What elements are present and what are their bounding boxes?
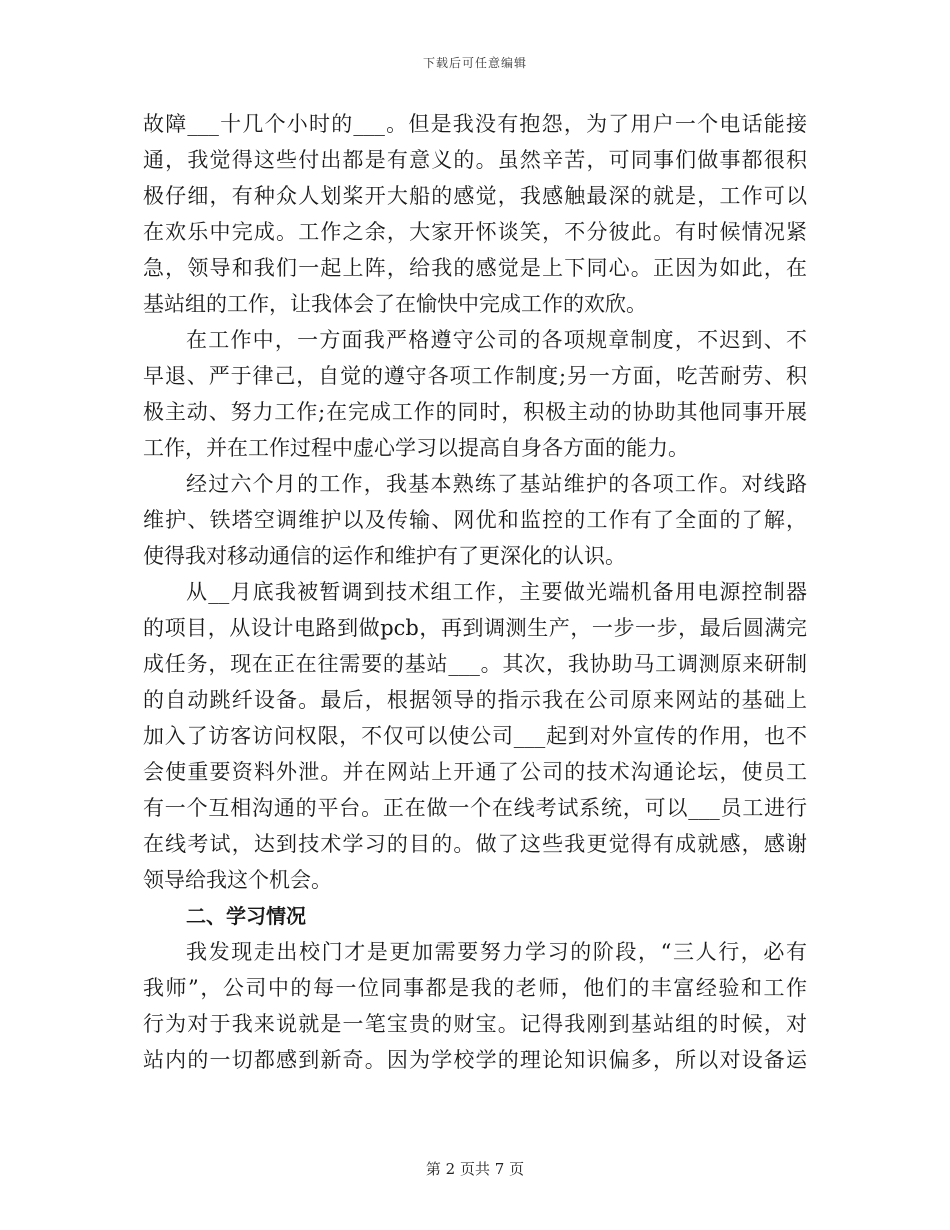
text-line: 的自动跳纤设备。最后，根据领导的指示我在公司原来网站的基础上 [143, 688, 807, 712]
page-footer: 第 2 页共 7 页 [425, 1160, 525, 1178]
text-line: 在工作中，一方面我严格遵守公司的各项规章制度，不迟到、不 [186, 328, 807, 352]
text-line: 从__月底我被暂调到技术组工作，主要做光端机备用电源控制器 [186, 580, 807, 604]
text-line: 我师”，公司中的每一位同事都是我的老师，他们的丰富经验和工作 [143, 976, 807, 1000]
text-line: 我发现走出校门才是更加需要努力学习的阶段，“三人行，必有 [186, 940, 807, 964]
text-line: 行为对于我来说就是一笔宝贵的财宝。记得我刚到基站组的时候，对 [143, 1012, 807, 1036]
text-line: 经过六个月的工作，我基本熟练了基站维护的各项工作。对线路 [186, 472, 807, 496]
text-line: 在欢乐中完成。工作之余，大家开怀谈笑，不分彼此。有时候情况紧 [143, 220, 807, 244]
text-line: 通，我觉得这些付出都是有意义的。虽然辛苦，可同事们做事都很积 [143, 148, 807, 172]
text-line: 工作，并在工作过程中虚心学习以提高自身各方面的能力。 [143, 436, 689, 460]
text-line: 加入了访客访问权限，不仅可以使公司___起到对外宣传的作用，也不 [143, 724, 807, 748]
text-line: 基站组的工作，让我体会了在愉快中完成工作的欢欣。 [143, 292, 647, 316]
text-line: 使得我对移动通信的运作和维护有了更深化的认识。 [143, 544, 626, 568]
text-line: 早退、严于律己，自觉的遵守各项工作制度;另一方面，吃苦耐劳、积 [143, 364, 807, 388]
text-line: 会使重要资料外泄。并在网站上开通了公司的技术沟通论坛，使员工 [143, 760, 807, 784]
text-line: 的项目，从设计电路到做pcb，再到调测生产，一步一步，最后圆满完 [143, 616, 807, 640]
text-line: 有一个互相沟通的平台。正在做一个在线考试系统，可以___员工进行 [143, 796, 807, 820]
header-note: 下载后可任意编辑 [422, 56, 527, 70]
text-line: 极主动、努力工作;在完成工作的同时，积极主动的协助其他同事开展 [143, 400, 807, 424]
text-line: 领导给我这个机会。 [143, 868, 332, 892]
text-line: 急，领导和我们一起上阵，给我的感觉是上下同心。正因为如此，在 [143, 256, 807, 280]
section-heading: 二、学习情况 [186, 904, 306, 928]
text-line: 在线考试，达到技术学习的目的。做了这些我更觉得有成就感，感谢 [143, 832, 807, 856]
text-line: 维护、铁塔空调维护以及传输、网优和监控的工作有了全面的了解， [143, 508, 807, 532]
text-line: 站内的一切都感到新奇。因为学校学的理论知识偏多，所以对设备运 [143, 1048, 807, 1072]
text-line: 极仔细，有种众人划桨开大船的感觉，我感触最深的就是，工作可以 [143, 184, 807, 208]
text-line: 成任务，现在正在往需要的基站___。其次，我协助马工调测原来研制 [143, 652, 807, 676]
text-line: 故障___十几个小时的___。但是我没有抱怨，为了用户一个电话能接 [143, 112, 807, 136]
document-body [143, 106, 807, 1078]
